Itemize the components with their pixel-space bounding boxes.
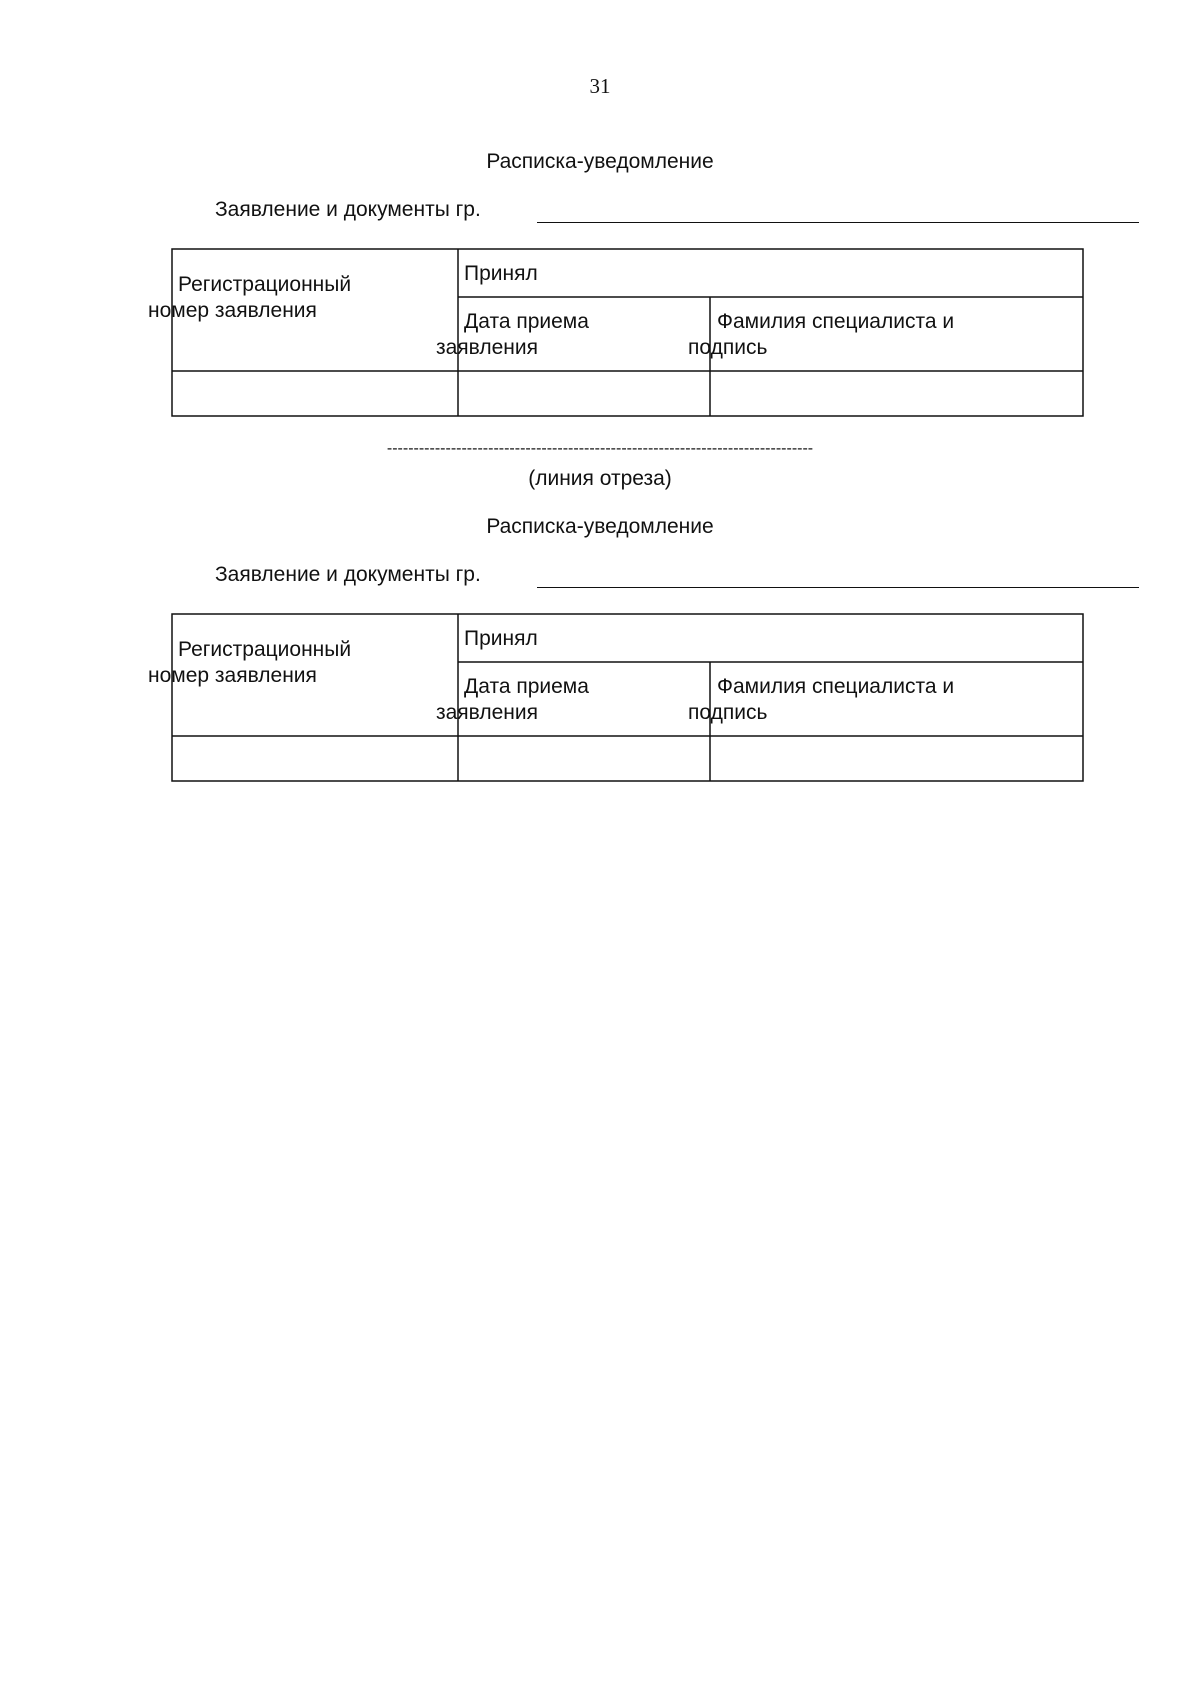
cut-line: -------------------------------------------------------------------------------- — [386, 440, 814, 457]
date-header-line2: заявления — [436, 336, 538, 359]
receipt-title: Расписка-уведомление — [486, 150, 714, 173]
specialist-header-line2: подпись — [688, 336, 768, 359]
reg-number-header-line1: Регистрационный — [178, 273, 352, 296]
page-number: 31 — [589, 74, 611, 98]
specialist-header-line2: подпись — [688, 701, 768, 724]
reg-number-header-line1: Регистрационный — [178, 638, 352, 661]
accepted-header: Принял — [464, 627, 538, 650]
receipt-top — [0, 150, 1200, 480]
reg-number-header-line2: номер заявления — [148, 299, 317, 322]
date-header-line1: Дата приема — [464, 675, 589, 698]
specialist-header-line1: Фамилия специалиста и — [717, 675, 955, 698]
cut-line-caption: (линия отреза) — [528, 467, 672, 490]
statement-label: Заявление и документы гр. — [215, 563, 481, 586]
accepted-header: Принял — [464, 262, 538, 285]
receipt-title: Расписка-уведомление — [486, 515, 714, 538]
date-header-line1: Дата приема — [464, 310, 589, 333]
reg-number-header-line2: номер заявления — [148, 664, 317, 687]
receipt-bottom — [0, 515, 1200, 845]
date-header-line2: заявления — [436, 701, 538, 724]
statement-label: Заявление и документы гр. — [215, 198, 481, 221]
specialist-header-line1: Фамилия специалиста и — [717, 310, 955, 333]
